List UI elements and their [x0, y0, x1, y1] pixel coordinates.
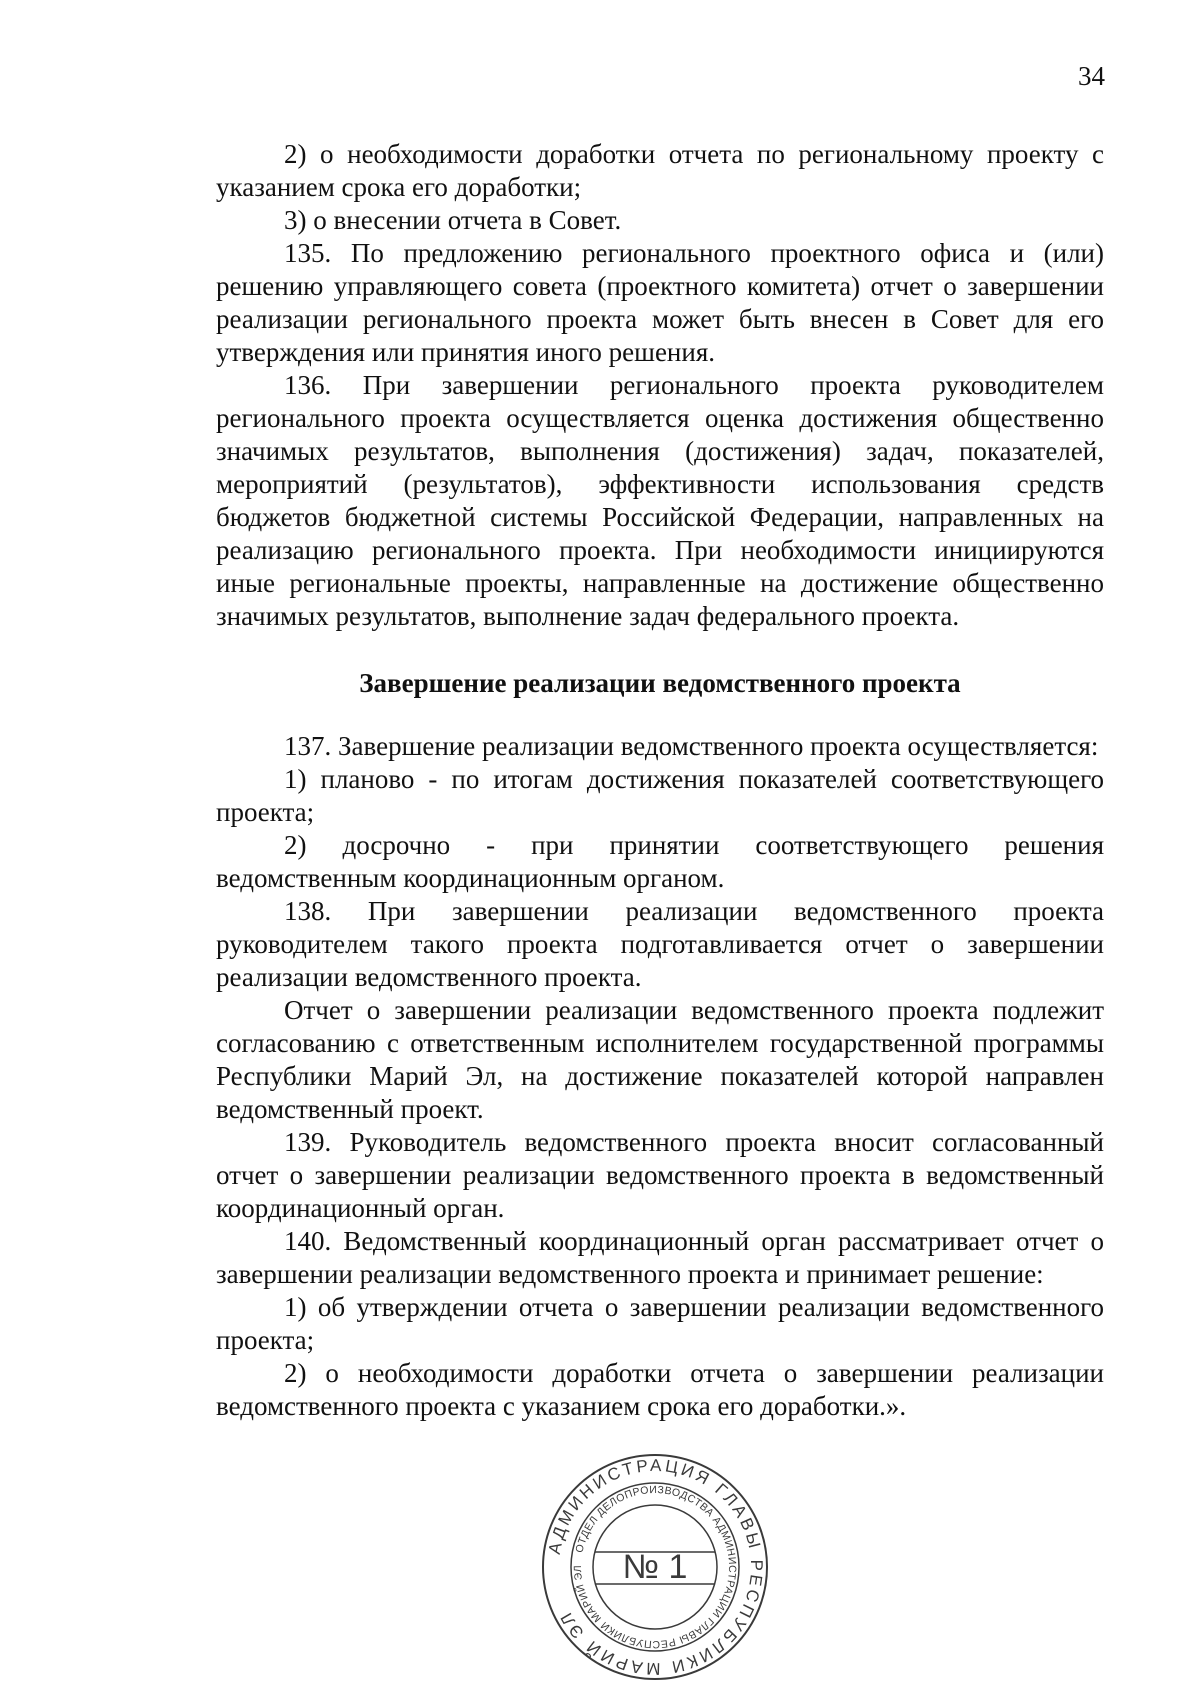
paragraph: 135. По предложению регионального проектного офиса и (или) решению управляющего совета (проектного комитета) отчет о завершении реализации регионального проекта может быть внесен в Совет для его утверждения или принятия иного решения.: [216, 238, 1104, 367]
seal-graphic: [540, 1452, 770, 1682]
paragraph: 2) о необходимости доработки отчета о завершении реализации ведомственного проекта с указанием срока его доработки.».: [216, 1358, 1104, 1421]
section-title: Завершение реализации ведомственного проекта: [359, 668, 961, 698]
document-body: [216, 138, 1104, 1423]
paragraph: 139. Руководитель ведомственного проекта вносит согласованный отчет о завершении реализации ведомственного проекта в ведомственный координационный орган.: [216, 1127, 1104, 1223]
seal-outer-text: АДМИНИСТРАЦИЯ ГЛАВЫ РЕСПУБЛИКИ МАРИЙ ЭЛ: [544, 1455, 767, 1679]
seal-number: № 1: [622, 1548, 688, 1586]
paragraph: 2) о необходимости доработки отчета по региональному проекту с указанием срока его доработки;: [216, 139, 1104, 202]
paragraph: 140. Ведомственный координационный орган рассматривает отчет о завершении реализации ведомственного проекта и принимает решение:: [216, 1226, 1104, 1289]
paragraph: Отчет о завершении реализации ведомственного проекта подлежит согласованию с ответственным исполнителем государственной программы Республики Марий Эл, на достижение показателей которой направлен ведомственный проект.: [216, 995, 1104, 1124]
paragraph: 137. Завершение реализации ведомственного проекта осуществляется:: [284, 731, 1099, 761]
paragraph: 1) планово - по итогам достижения показателей соответствующего проекта;: [216, 764, 1104, 827]
official-seal-stamp: [540, 1452, 770, 1682]
paragraph: 2) досрочно - при принятии соответствующего решения ведомственным координационным органом.: [216, 830, 1104, 893]
seal-inner-text: ОТДЕЛ ДЕЛОПРОИЗВОДСТВА АДМИНИСТРАЦИИ ГЛАВЫ РЕСПУБЛИКИ МАРИЙ ЭЛ: [571, 1483, 739, 1651]
paragraph: 138. При завершении реализации ведомственного проекта руководителем такого проекта подготавливается отчет о завершении реализации ведомственного проекта.: [216, 896, 1104, 992]
paragraph: 3) о внесении отчета в Совет.: [284, 205, 622, 235]
paragraph: 136. При завершении регионального проекта руководителем регионального проекта осуществляется оценка достижения общественно значимых результатов, выполнения (достижения) задач, показателей, мероприятий (результатов), эффективности использования средств бюджетов бюджетной системы Российской Федерации, направленных на реализацию регионального проекта. При необходимости инициируются иные региональные проекты, направленные на достижение общественно значимых результатов, выполнение задач федерального проекта.: [216, 370, 1104, 631]
paragraph: 1) об утверждении отчета о завершении реализации ведомственного проекта;: [216, 1292, 1104, 1355]
page-number: 34: [1078, 61, 1105, 91]
